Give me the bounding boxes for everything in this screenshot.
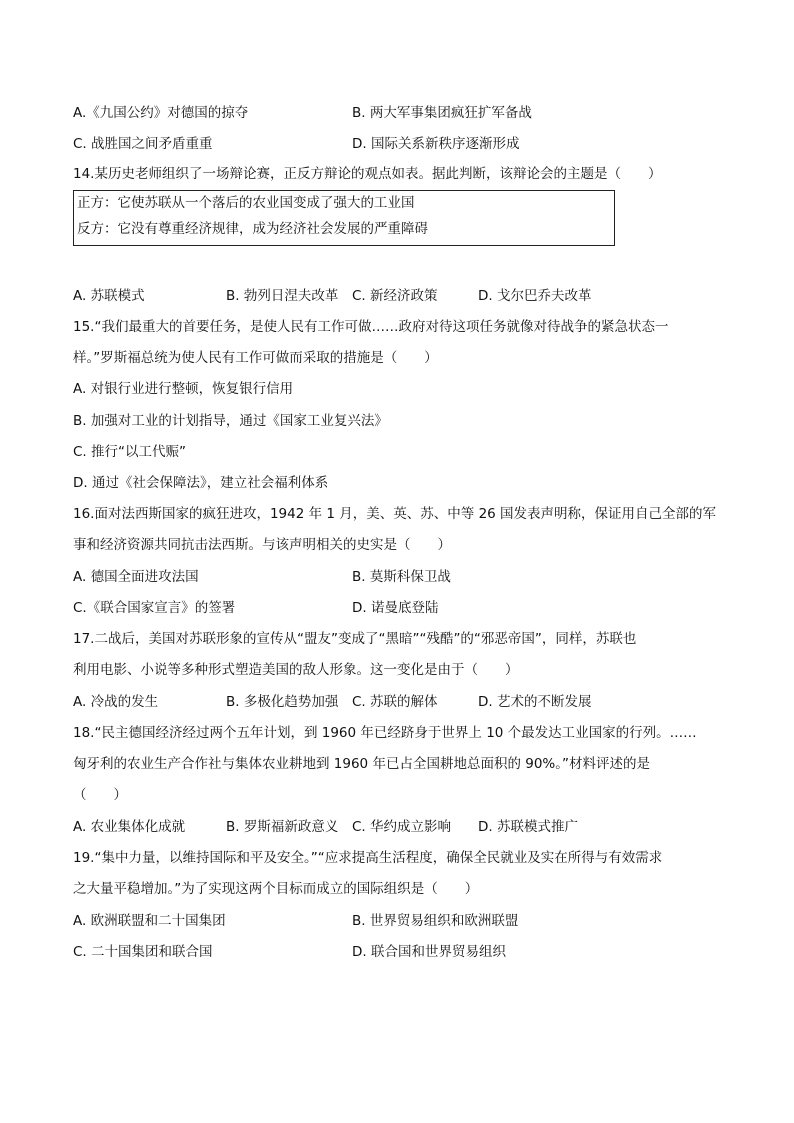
q16-stem-line2: 事和经济资源共同抗击法西斯。与该声明相关的史实是（ ）: [73, 537, 451, 553]
q14-option-b: B. 勃列日涅夫改革: [226, 288, 339, 304]
q19-option-c: C. 二十国集团和联合国: [73, 944, 213, 960]
q16-stem-line1: 16.面对法西斯国家的疯狂进攻，1942 年 1 月，美、英、苏、中等 26 国发表声明称，保证用自己全部的军: [73, 506, 717, 522]
q14-table-row-con: 反方：它没有尊重经济规律，成为经济社会发展的严重障碍: [77, 221, 428, 237]
q15-stem-line1: 15.“我们最重大的首要任务，是使人民有工作可做……政府对待这项任务就像对待战争的紧急状态一: [73, 319, 669, 335]
q17-option-b: B. 多极化趋势加强: [226, 694, 339, 710]
q19-stem-line1: 19.“集中力量，以维持国际和平及安全。”“应求提高生活程度，确保全民就业及实在所得与有效需求: [73, 850, 663, 866]
q13-option-a: A.《九国公约》对德国的掠夺: [73, 105, 249, 121]
q18-stem-line1: 18.“民主德国经济经过两个五年计划，到 1960 年已经跻身于世界上 10 个最发达工业国家的行列。……: [73, 725, 697, 741]
q13-option-d: D. 国际关系新秩序逐渐形成: [352, 136, 520, 152]
q14-option-d: D. 戈尔巴乔夫改革: [478, 288, 592, 304]
q15-option-d: D. 通过《社会保障法》，建立社会福利体系: [73, 475, 329, 491]
q18-option-a: A. 农业集体化成就: [73, 819, 186, 835]
q19-option-a: A. 欧洲联盟和二十国集团: [73, 913, 226, 929]
q14-option-c: C. 新经济政策: [352, 288, 438, 304]
q18-option-d: D. 苏联模式推广: [478, 819, 578, 835]
q17-stem-line2: 利用电影、小说等多种形式塑造美国的敌人形象。这一变化是由于（ ）: [73, 662, 519, 678]
q15-option-c: C. 推行“以工代赈”: [73, 444, 186, 460]
q16-option-d: D. 诺曼底登陆: [352, 600, 439, 616]
q14-stem: 14.某历史老师组织了一场辩论赛，正反方辩论的观点如表。据此判断，该辩论会的主题是（ ）: [73, 166, 662, 182]
q16-option-b: B. 莫斯科保卫战: [352, 569, 451, 585]
q18-stem-line2: 匈牙利的农业生产合作社与集体农业耕地到 1960 年已占全国耕地总面积的 90%。”材料评述的是: [73, 756, 650, 772]
q15-stem-line2: 样。”罗斯福总统为使人民有工作可做而采取的措施是（ ）: [73, 350, 438, 366]
q15-option-a: A. 对银行业进行整顿，恢复银行信用: [73, 381, 294, 397]
q19-option-d: D. 联合国和世界贸易组织: [352, 944, 506, 960]
q14-table-row-pro: 正方：它使苏联从一个落后的农业国变成了强大的工业国: [77, 195, 415, 211]
q19-option-b: B. 世界贸易组织和欧洲联盟: [352, 913, 519, 929]
q14-option-a: A. 苏联模式: [73, 288, 145, 304]
q16-option-a: A. 德国全面进攻法国: [73, 569, 199, 585]
q15-option-b: B. 加强对工业的计划指导，通过《国家工业复兴法》: [73, 413, 388, 429]
q14-debate-table: [73, 190, 615, 246]
q17-option-c: C. 苏联的解体: [352, 694, 438, 710]
q13-option-b: B. 两大军事集团疯狂扩军备战: [352, 105, 532, 121]
q18-stem-line3: （ ）: [73, 787, 127, 803]
q13-option-c: C. 战胜国之间矛盾重重: [73, 136, 213, 152]
q17-option-d: D. 艺术的不断发展: [478, 694, 592, 710]
q16-option-c: C.《联合国家宣言》的签署: [73, 600, 236, 616]
q17-option-a: A. 冷战的发生: [73, 694, 159, 710]
q18-option-b: B. 罗斯福新政意义: [226, 819, 339, 835]
q19-stem-line2: 之大量平稳增加。”为了实现这两个目标而成立的国际组织是（ ）: [73, 881, 479, 897]
q17-stem-line1: 17.二战后，美国对苏联形象的宣传从“盟友”变成了“黑暗”“残酷”的“邪恶帝国”，同样，苏联也: [73, 631, 637, 647]
q18-option-c: C. 华约成立影响: [352, 819, 452, 835]
